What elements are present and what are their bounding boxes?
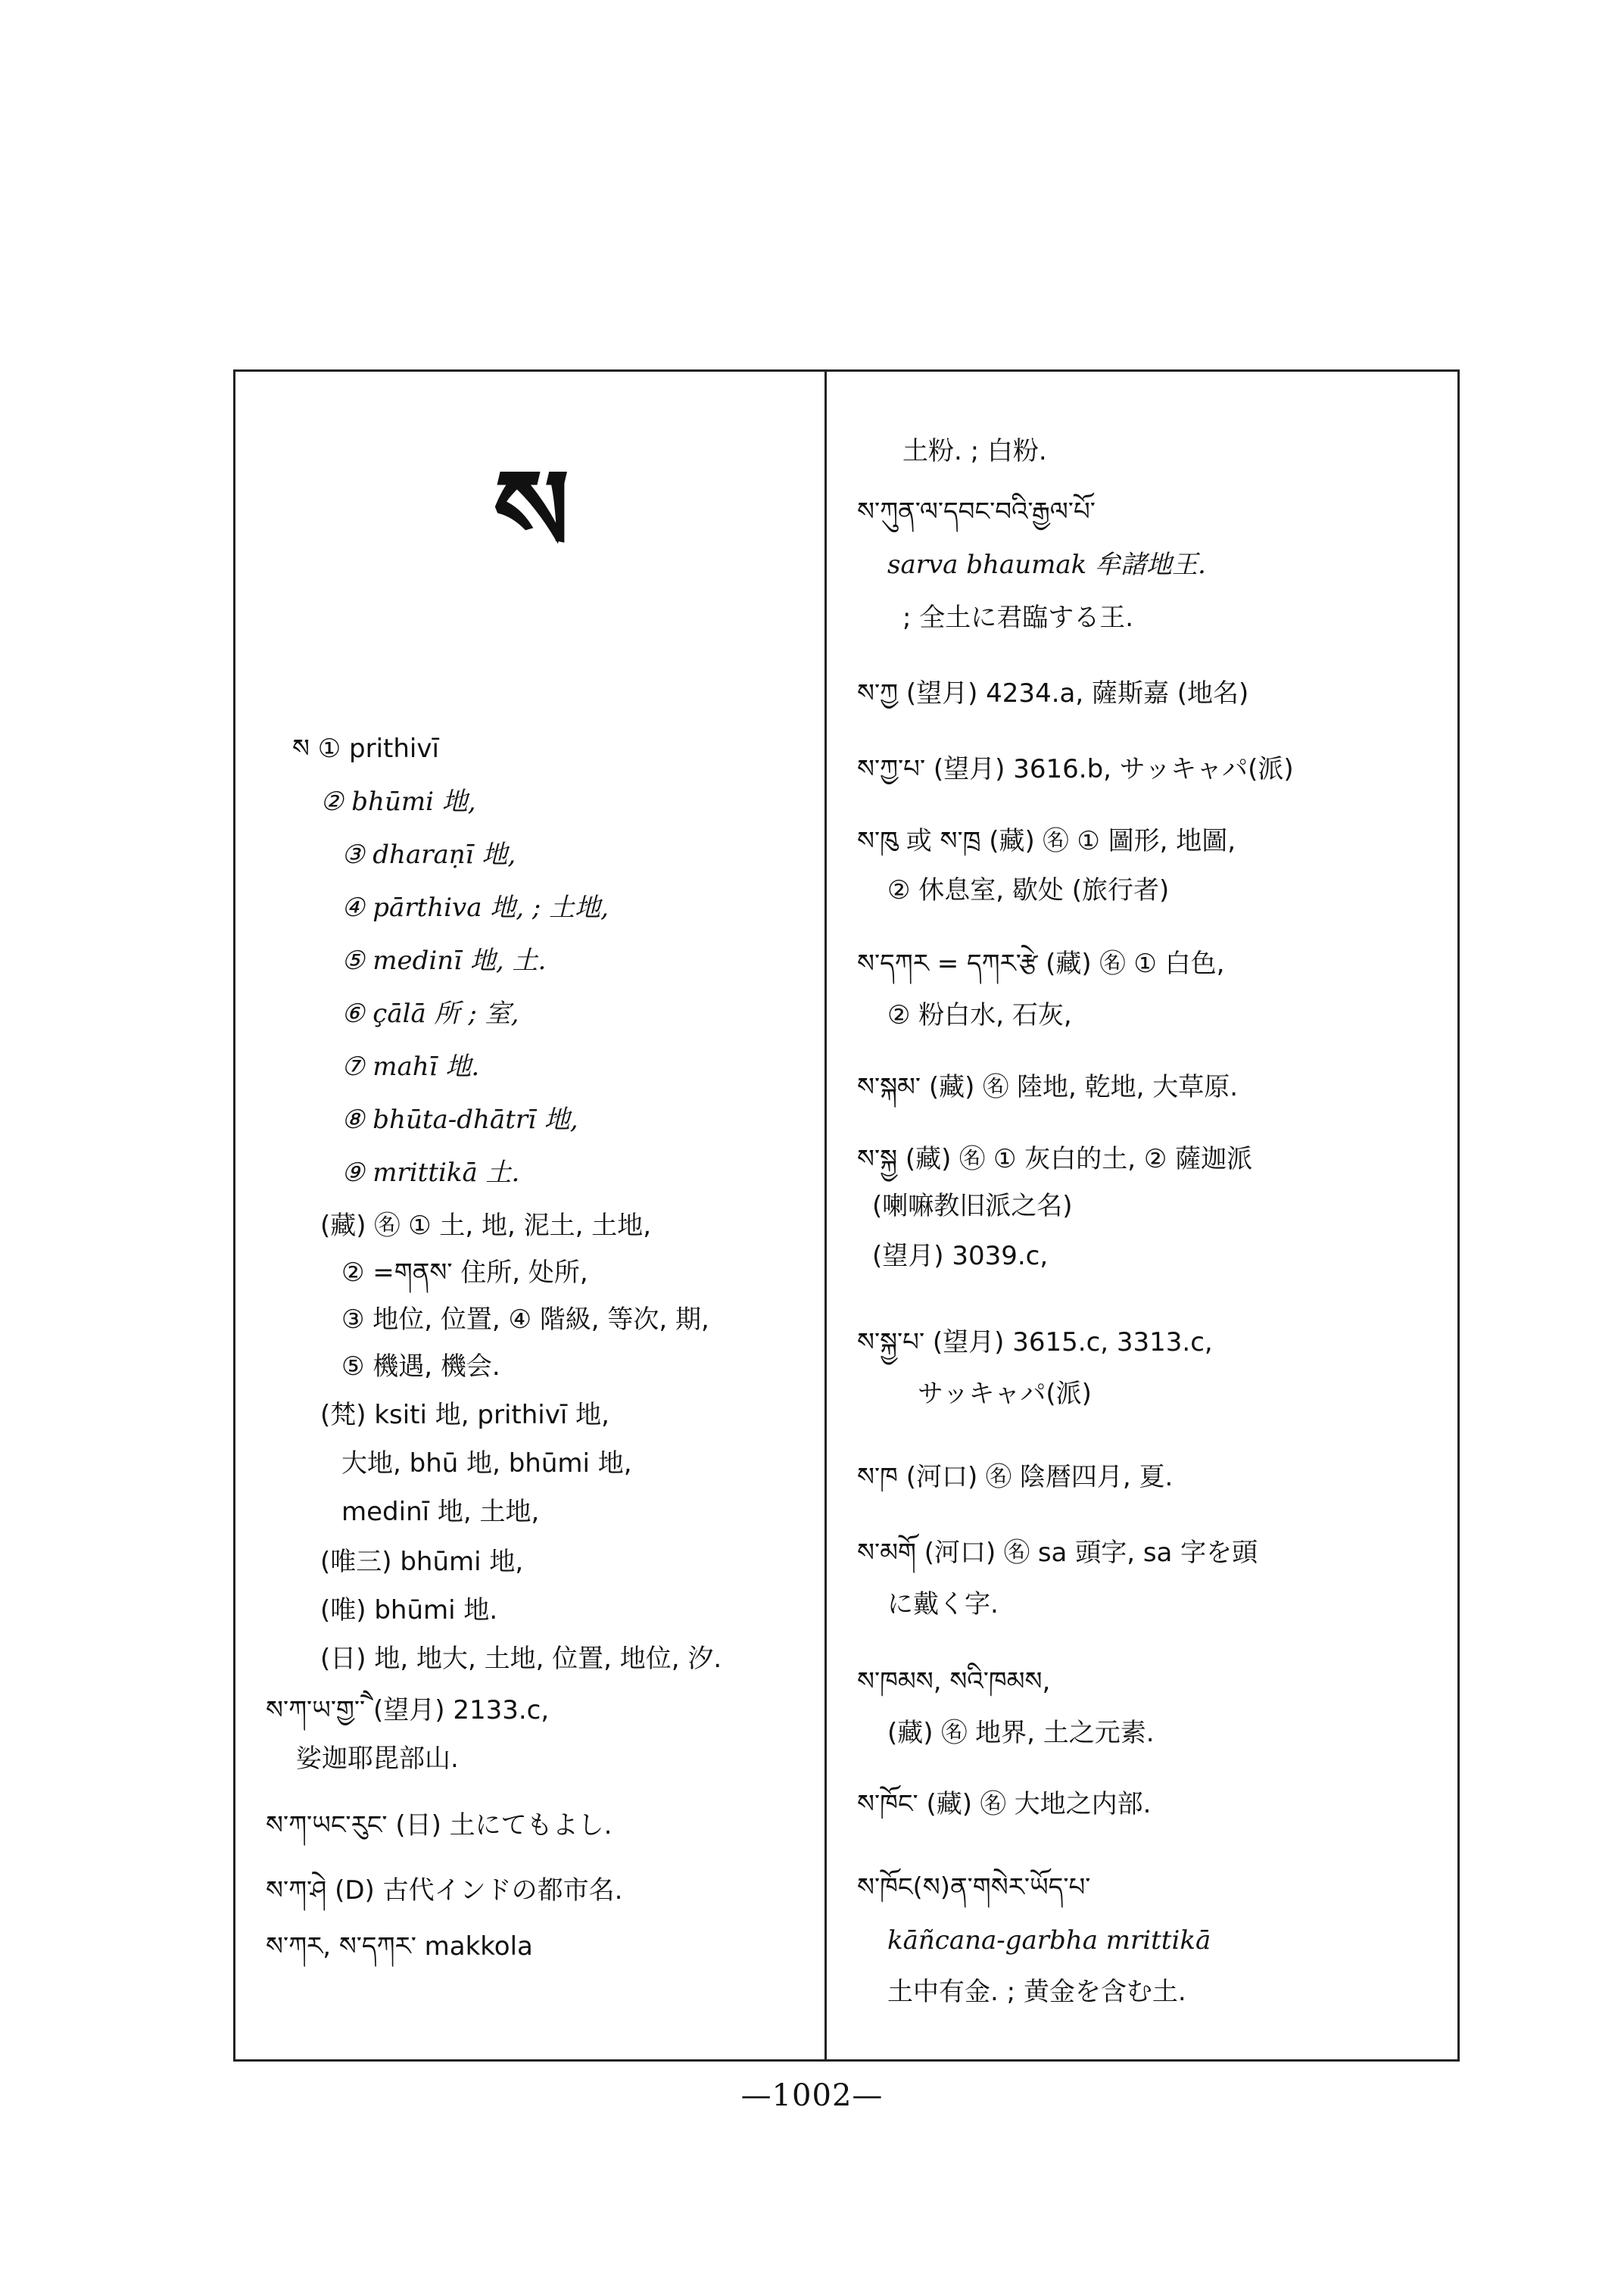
entry-line: medinī 地, 土地, (341, 1497, 540, 1527)
entry-line: ས་ཀྱ (望月) 4234.a, 薩斯嘉 (地名) (857, 678, 1249, 709)
entry-line: ས་མགོ (河口) ㊔ sa 頭字, sa 字を頭 (857, 1538, 1258, 1568)
entry-line: (喇嘛教旧派之名) (872, 1191, 1073, 1221)
entry-line: ས་སྐྱ་པ་ (望月) 3615.c, 3313.c, (857, 1327, 1213, 1357)
entry-line: ⑧ bhūta-dhātrī 地, (341, 1105, 578, 1135)
entry-line: に戴く字. (887, 1589, 999, 1619)
page-number: —1002— (740, 2078, 884, 2113)
entry-line: ས་ཀུན་ལ་དབང་བའི་རྒྱལ་པོ་ (857, 497, 1096, 527)
entry-line: ས་ཁུ 或 ས་ཁྲ (藏) ㊔ ① 圖形, 地圖, (857, 826, 1236, 856)
entry-line: ས ① prithivī (292, 734, 439, 764)
entry-line: ས་ཀ་ཤེ (D) 古代インドの都市名. (266, 1875, 623, 1906)
entry-line: (藏) ㊔ 地界, 土之元素. (887, 1718, 1155, 1748)
entry-line: ས་ཁོང་ (藏) ㊔ 大地之内部. (857, 1789, 1152, 1819)
entry-line: ས་ཁོང(ས)ན་གསེར་ཡོད་པ་ (857, 1872, 1091, 1903)
right-column (827, 372, 1457, 2059)
entry-line: ② bhūmi 地, (320, 787, 476, 817)
entry-line: (望月) 3039.c, (872, 1241, 1049, 1271)
entry-line: (梵) ksiti 地, prithivī 地, (320, 1400, 609, 1430)
dictionary-page-frame (233, 369, 1460, 2062)
entry-line: ས་ཀར, ས་དཀར་ makkola (266, 1931, 533, 1962)
entry-line: ③ 地位, 位置, ④ 階級, 等次, 期, (341, 1304, 709, 1335)
entry-line: ⑤ medinī 地, 土. (341, 946, 547, 976)
left-column (235, 372, 824, 2059)
entry-line: ས་སྐམ་ (藏) ㊔ 陸地, 乾地, 大草原. (857, 1072, 1239, 1102)
entry-line: 大地, bhū 地, bhūmi 地, (341, 1448, 632, 1479)
entry-line: ས་ཁ (河口) ㊔ 陰暦四月, 夏. (857, 1462, 1174, 1492)
entry-line: ⑨ mrittikā 土. (341, 1158, 520, 1188)
entry-line: ས་སྐྱ (藏) ㊔ ① 灰白的土, ② 薩迦派 (857, 1144, 1253, 1174)
entry-line: サッキャパ(派) (918, 1379, 1092, 1409)
entry-line: ས་ཀ་ཡ་གྱ་ཻ་ (望月) 2133.c, (266, 1695, 550, 1725)
entry-line: 土粉. ; 白粉. (902, 436, 1047, 466)
entry-line: ས་ཀ་ཡང་རུང་ (日) 土にてもよし. (266, 1810, 613, 1840)
entry-line: ; 全土に君臨する王. (902, 603, 1134, 633)
entry-line: sarva bhaumak 牟諸地王. (887, 550, 1206, 580)
entry-line: 娑迦耶毘部山. (296, 1744, 459, 1774)
entry-line: ② 粉白水, 石灰, (887, 1000, 1072, 1030)
headword-letter: ས (493, 446, 567, 578)
entry-line: (日) 地, 地大, 土地, 位置, 地位, 汐. (320, 1644, 722, 1674)
entry-line: ⑤ 機遇, 機会. (341, 1351, 500, 1382)
entry-line: kāñcana-garbha mrittikā (887, 1925, 1211, 1956)
entry-line: ས་དཀར = དཀར་རྩེ (藏) ㊔ ① 白色, (857, 949, 1225, 979)
entry-line: ས་ཁམས, སའི་ཁམས, (857, 1666, 1051, 1697)
entry-line: (唯) bhūmi 地. (320, 1595, 498, 1625)
entry-line: ③ dharaṇī 地, (341, 840, 516, 870)
entry-line: (唯三) bhūmi 地, (320, 1547, 524, 1577)
entry-line: ⑥ çālā 所 ; 室, (341, 999, 519, 1029)
entry-line: 土中有金. ; 黄金を含む土. (887, 1977, 1186, 2007)
entry-line: ⑦ mahī 地. (341, 1052, 480, 1082)
entry-line: ② 休息室, 歇处 (旅行者) (887, 875, 1170, 905)
entry-line: ② =གནས་ 住所, 处所, (341, 1258, 588, 1288)
entry-line: ས་ཀྱ་པ་ (望月) 3616.b, サッキャパ(派) (857, 754, 1294, 784)
entry-line: (藏) ㊔ ① 土, 地, 泥土, 土地, (320, 1211, 652, 1241)
entry-line: ④ pārthiva 地, ; 土地, (341, 893, 609, 923)
